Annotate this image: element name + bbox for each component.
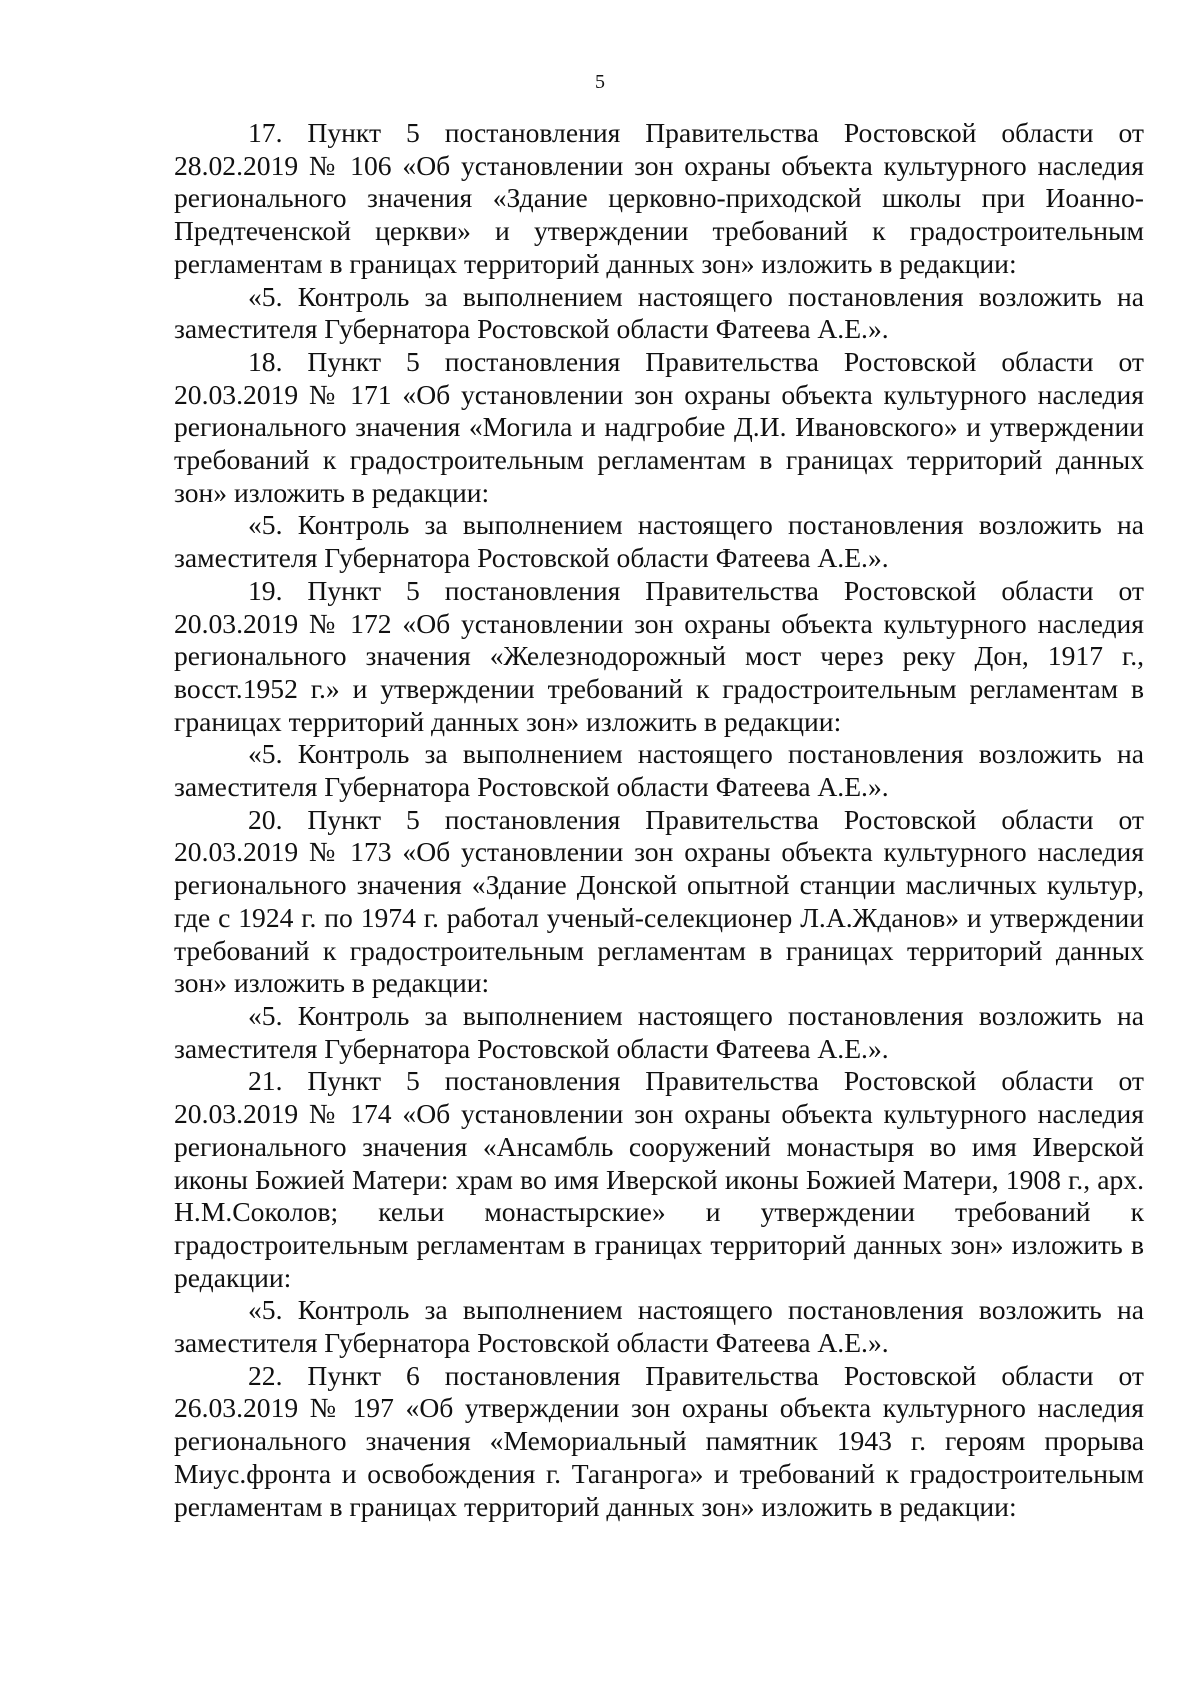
paragraph-18-quote: «5. Контроль за выполнением настоящего постановления возложить на заместителя Губернатора Ростовской области Фатеева А.Е.». [174, 509, 1144, 574]
paragraph-17-quote: «5. Контроль за выполнением настоящего постановления возложить на заместителя Губернатора Ростовской области Фатеева А.Е.». [174, 280, 1144, 345]
paragraph-19: 19. Пункт 5 постановления Правительства Ростовской области от 20.03.2019 № 172 «Об установлении зон охраны объекта культурного наследия регионального значения «Железнодорожный мост через реку Дон, 1917 г., восст.1952 г.» и утверждении требований к градостроительным регламентам в границах территорий данных зон» изложить в редакции: [174, 574, 1144, 737]
paragraph-17: 17. Пункт 5 постановления Правительства Ростовской области от 28.02.2019 № 106 «Об установлении зон охраны объекта культурного наследия регионального значения «Здание церковно-приходской школы при Иоанно-Предтеченской церкви» и утверждении требований к градостроительным регламентам в границах территорий данных зон» изложить в редакции: [174, 117, 1144, 279]
paragraph-20-quote: «5. Контроль за выполнением настоящего постановления возложить на заместителя Губернатора Ростовской области Фатеева А.Е.». [174, 999, 1144, 1064]
paragraph-21-quote: «5. Контроль за выполнением настоящего постановления возложить на заместителя Губернатора Ростовской области Фатеева А.Е.». [174, 1294, 1144, 1359]
paragraph-20: 20. Пункт 5 постановления Правительства Ростовской области от 20.03.2019 № 173 «Об установлении зон охраны объекта культурного наследия регионального значения «Здание Донской опытной станции масличных культур, где с 1924 г. по 1974 г. работал ученый-селекционер Л.А.Жданов» и утверждении требований к градостроительным регламентам в границах территорий данных зон» изложить в редакции: [174, 803, 1144, 999]
document-body [174, 117, 1144, 1523]
paragraph-22: 22. Пункт 6 постановления Правительства Ростовской области от 26.03.2019 № 197 «Об утверждении зон охраны объекта культурного наследия регионального значения «Мемориальный памятник 1943 г. героям прорыва Миус.фронта и освобождения г. Таганрога» и требований к градостроительным регламентам в границах территорий данных зон» изложить в редакции: [174, 1359, 1144, 1522]
paragraph-18: 18. Пункт 5 постановления Правительства Ростовской области от 20.03.2019 № 171 «Об установлении зон охраны объекта культурного наследия регионального значения «Могила и надгробие Д.И. Ивановского» и утверждении требований к градостроительным регламентам в границах территорий данных зон» изложить в редакции: [174, 345, 1144, 508]
paragraph-19-quote: «5. Контроль за выполнением настоящего постановления возложить на заместителя Губернатора Ростовской области Фатеева А.Е.». [174, 738, 1144, 803]
paragraph-21: 21. Пункт 5 постановления Правительства Ростовской области от 20.03.2019 № 174 «Об установлении зон охраны объекта культурного наследия регионального значения «Ансамбль сооружений монастыря во имя Иверской иконы Божией Матери: храм во имя Иверской иконы Божией Матери, 1908 г., арх. Н.М.Соколов; кельи монастырские» и утверждении требований к градостроительным регламентам в границах территорий данных зон» изложить в редакции: [174, 1065, 1144, 1293]
page-number: 5 [595, 71, 605, 93]
